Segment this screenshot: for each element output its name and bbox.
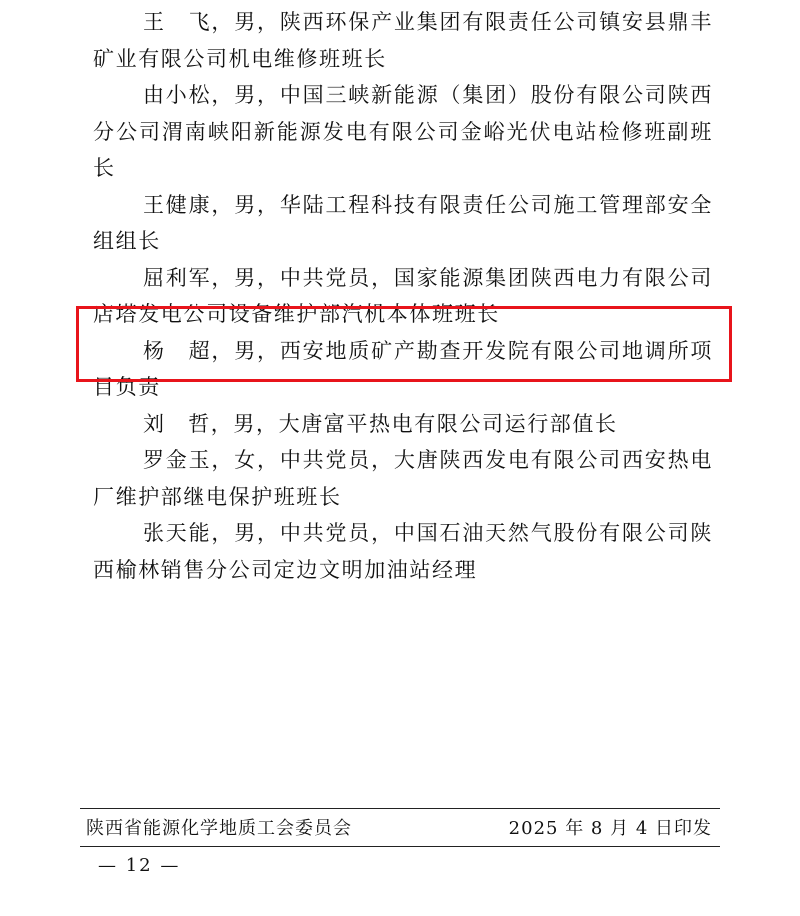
page-number: — 12 —	[98, 855, 181, 876]
footer-bottom-rule	[80, 846, 720, 847]
honoree-entry: 张天能，男，中共党员，中国石油天然气股份有限公司陕西榆林销售分公司定边文明加油站经理	[93, 521, 713, 582]
footer-top-rule	[80, 808, 720, 809]
honoree-entry: 王健康，男，华陆工程科技有限责任公司施工管理部安全组组长	[93, 192, 713, 253]
honoree-entry: 罗金玉，女，中共党员，大唐陕西发电有限公司西安热电厂维护部继电保护班班长	[93, 448, 713, 509]
honoree-entry: 刘 哲，男，大唐富平热电有限公司运行部值长	[143, 411, 618, 436]
honoree-list	[93, 4, 713, 588]
honoree-entry: 由小松，男，中国三峡新能源（集团）股份有限公司陕西分公司渭南峡阳新能源发电有限公司金峪光伏电站检修班副班长	[93, 83, 713, 180]
honoree-entry: 屈利军，男，中共党员，国家能源集团陕西电力有限公司店塔发电公司设备维护部汽机本体班班长	[93, 265, 713, 326]
highlight-box	[76, 306, 732, 382]
footer-issuer: 陕西省能源化学地质工会委员会	[86, 818, 352, 839]
honoree-entry: 王 飞，男，陕西环保产业集团有限责任公司镇安县鼎丰矿业有限公司机电维修班班长	[93, 10, 713, 71]
honoree-entry-highlighted: 杨 超，男，西安地质矿产勘查开发院有限公司地调所项目负责	[93, 338, 713, 399]
footer-issue-date: 2025 年 8 月 4 日印发	[508, 818, 712, 839]
